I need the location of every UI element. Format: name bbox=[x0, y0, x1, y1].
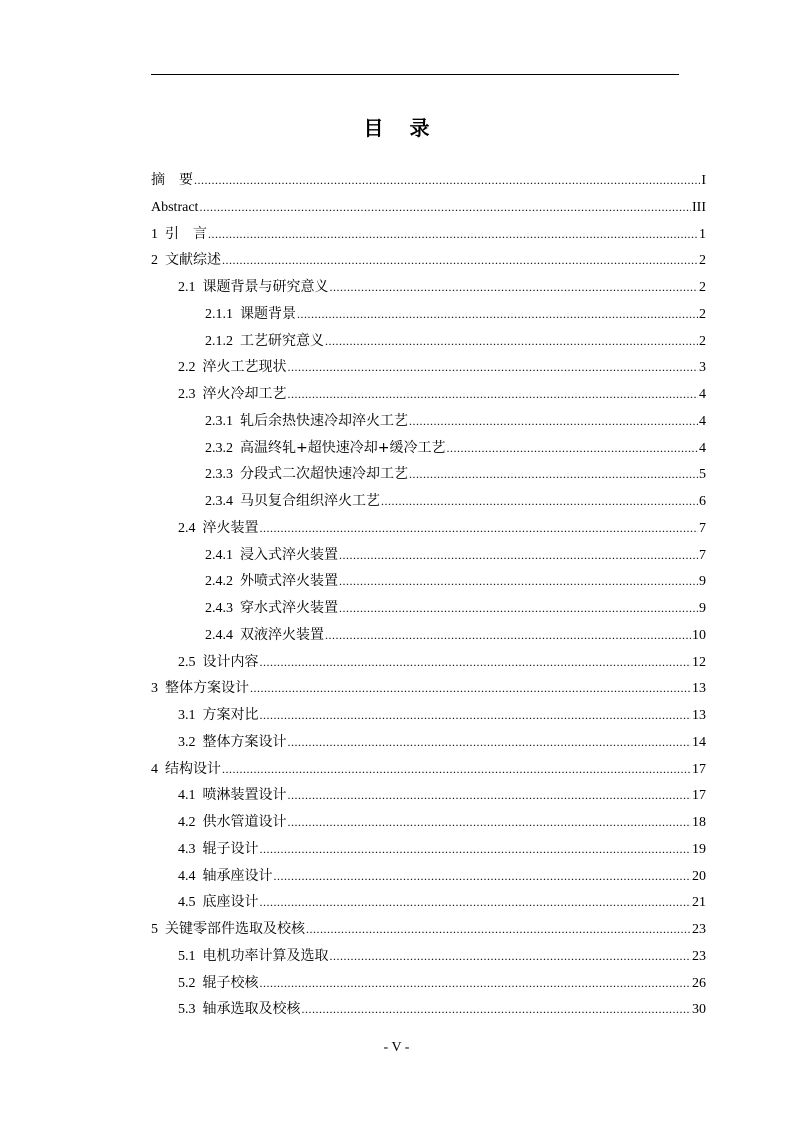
toc-entry-page: 26 bbox=[692, 975, 706, 991]
toc-entry-title: 电机功率计算及选取 bbox=[202, 947, 329, 964]
toc-entry[interactable] bbox=[151, 892, 706, 919]
toc-entry-page: 17 bbox=[692, 761, 706, 777]
toc-entry-title: 工艺研究意义 bbox=[240, 332, 324, 349]
toc-entry[interactable] bbox=[151, 785, 706, 812]
title-char-1: 目 bbox=[363, 116, 384, 140]
toc-entry-page: 4 bbox=[699, 387, 706, 402]
toc-entry-number: 4.4 bbox=[178, 868, 196, 884]
toc-entry-page: 2 bbox=[699, 253, 706, 269]
toc-entry-number: 2.3 bbox=[178, 387, 196, 402]
toc-entry-number: 2.1 bbox=[178, 280, 196, 295]
toc-entry-title: Abstract bbox=[151, 199, 199, 215]
toc-entry-page: 7 bbox=[699, 520, 706, 536]
toc-entry-number: 5.1 bbox=[178, 948, 196, 964]
toc-entry-title: 引 言 bbox=[165, 225, 207, 242]
toc-entry-page: 4 bbox=[699, 440, 706, 456]
dot-leader bbox=[330, 277, 699, 297]
toc-entry-number: 2.5 bbox=[178, 654, 196, 670]
toc-entry-number: 3.2 bbox=[178, 734, 196, 750]
dot-leader bbox=[250, 678, 691, 698]
toc-entry[interactable] bbox=[151, 491, 706, 518]
dot-leader bbox=[297, 304, 698, 324]
toc-entry-page: 2 bbox=[699, 333, 706, 349]
toc-entry-title: 课题背景与研究意义 bbox=[202, 279, 329, 295]
dot-leader bbox=[325, 625, 691, 645]
toc-entry[interactable] bbox=[151, 438, 706, 465]
dot-leader bbox=[288, 785, 692, 805]
toc-entry[interactable] bbox=[151, 224, 706, 251]
dot-leader bbox=[339, 545, 698, 565]
toc-entry-title: 淬火冷却工艺 bbox=[202, 386, 287, 402]
dot-leader bbox=[409, 411, 698, 431]
page-title bbox=[0, 112, 793, 141]
toc-entry-page: 13 bbox=[692, 708, 706, 723]
toc-entry-title: 摘 要 bbox=[151, 172, 193, 188]
toc-entry-page: 21 bbox=[692, 895, 706, 911]
toc-entry-title: 轧后余热快速冷却淬火工艺 bbox=[240, 412, 408, 429]
toc-entry[interactable] bbox=[151, 652, 706, 679]
toc-entry[interactable] bbox=[151, 732, 706, 759]
dot-leader bbox=[260, 839, 692, 859]
toc-entry-number: 2.2 bbox=[178, 360, 196, 376]
toc-entry[interactable] bbox=[151, 625, 706, 652]
toc-entry[interactable] bbox=[151, 598, 706, 625]
toc-entry-number: 1 bbox=[151, 226, 158, 242]
toc-entry-page: I bbox=[701, 173, 706, 188]
toc-entry[interactable] bbox=[151, 999, 706, 1026]
toc-entry-number: 4.3 bbox=[178, 841, 196, 857]
dot-leader bbox=[288, 357, 699, 377]
toc-entry-title: 浸入式淬火装置 bbox=[240, 546, 338, 563]
toc-entry-number: 2.1.1 bbox=[205, 306, 233, 322]
page-number: - V - bbox=[383, 1040, 410, 1055]
toc-entry-title: 底座设计 bbox=[202, 894, 259, 911]
toc-entry-title: 分段式二次超快速冷却工艺 bbox=[240, 466, 408, 483]
toc-entry[interactable] bbox=[151, 866, 706, 893]
toc-entry[interactable] bbox=[151, 946, 706, 973]
toc-entry-title: 辊子设计 bbox=[202, 840, 259, 857]
toc-entry-title: 轴承选取及校核 bbox=[202, 1001, 301, 1018]
toc-entry-page: 30 bbox=[692, 1002, 706, 1018]
dot-leader bbox=[274, 866, 692, 886]
toc-entry-number: 2.3.4 bbox=[205, 494, 233, 509]
toc-entry-number: 2.4 bbox=[178, 520, 196, 536]
dot-leader bbox=[330, 946, 692, 966]
toc-entry-title: 外喷式淬火装置 bbox=[240, 573, 338, 590]
toc-entry-page: 2 bbox=[699, 306, 706, 322]
toc-entry-number: 5.2 bbox=[178, 975, 196, 991]
toc-entry-page: 6 bbox=[699, 494, 706, 509]
toc-entry-number: 3.1 bbox=[178, 708, 196, 723]
toc-entry[interactable] bbox=[151, 518, 706, 545]
toc-entry[interactable] bbox=[151, 678, 706, 705]
toc-entry-number: 2.4.1 bbox=[205, 547, 233, 563]
dot-leader bbox=[260, 518, 699, 538]
toc-entry-page: 18 bbox=[692, 815, 706, 830]
header-rule bbox=[151, 74, 679, 75]
toc-entry-number: 4.5 bbox=[178, 895, 196, 911]
toc-entry-page: 5 bbox=[699, 467, 706, 483]
toc-entry-page: 1 bbox=[699, 226, 706, 242]
toc-entry[interactable] bbox=[151, 304, 706, 331]
title-char-2: 录 bbox=[409, 116, 430, 140]
toc-entry-page: 7 bbox=[699, 547, 706, 563]
toc-entry-page: 23 bbox=[692, 948, 706, 964]
toc-entry-number: 4.2 bbox=[178, 815, 196, 830]
toc-entry[interactable] bbox=[151, 973, 706, 1000]
toc-entry-title: 结构设计 bbox=[165, 760, 221, 777]
toc-entry-number: 2.4.3 bbox=[205, 601, 233, 616]
toc-entry[interactable] bbox=[151, 464, 706, 491]
toc-entry[interactable] bbox=[151, 812, 706, 839]
toc-entry-page: 19 bbox=[692, 841, 706, 857]
dot-leader bbox=[260, 705, 692, 725]
toc-entry[interactable] bbox=[151, 170, 706, 197]
dot-leader bbox=[288, 812, 692, 832]
dot-leader bbox=[288, 384, 699, 404]
toc-entry-title: 关键零部件选取及校核 bbox=[165, 921, 305, 937]
toc-entry-page: 9 bbox=[699, 601, 706, 616]
toc-entry-title: 整体方案设计 bbox=[165, 680, 249, 697]
dot-leader bbox=[381, 491, 698, 511]
toc-entry-title: 淬火装置 bbox=[202, 519, 259, 536]
dot-leader bbox=[288, 732, 692, 752]
toc-entry-title: 课题背景 bbox=[240, 305, 296, 322]
toc-entry-page: 17 bbox=[692, 788, 706, 804]
toc-entry-number: 2.4.4 bbox=[205, 627, 233, 643]
table-of-contents bbox=[151, 170, 706, 1026]
toc-entry-title: 设计内容 bbox=[202, 653, 259, 670]
dot-leader bbox=[339, 598, 698, 618]
dot-leader bbox=[260, 973, 692, 993]
toc-entry[interactable] bbox=[151, 545, 706, 572]
dot-leader bbox=[339, 571, 698, 591]
toc-entry-title: 供水管道设计 bbox=[202, 814, 287, 830]
toc-entry-title: 高温终轧+超快速冷却+缓冷工艺 bbox=[240, 439, 446, 456]
toc-entry-title: 辊子校核 bbox=[202, 974, 259, 991]
toc-entry[interactable] bbox=[151, 357, 706, 384]
toc-entry-page: 9 bbox=[699, 574, 706, 590]
toc-entry-page: 13 bbox=[692, 681, 706, 697]
toc-entry-number: 4.1 bbox=[178, 788, 196, 804]
toc-entry-title: 马贝复合组织淬火工艺 bbox=[240, 493, 380, 509]
toc-entry-page: 14 bbox=[692, 734, 706, 750]
toc-entry-page: 3 bbox=[699, 360, 706, 376]
dot-leader bbox=[199, 197, 691, 217]
toc-entry[interactable] bbox=[151, 919, 706, 946]
dot-leader bbox=[446, 438, 698, 458]
toc-entry-title: 喷淋装置设计 bbox=[202, 787, 287, 804]
toc-entry-number: 5.3 bbox=[178, 1002, 196, 1018]
dot-leader bbox=[208, 224, 698, 244]
toc-entry-number: 2 bbox=[151, 253, 158, 269]
toc-entry-title: 穿水式淬火装置 bbox=[240, 600, 338, 616]
toc-entry-title: 文献综述 bbox=[165, 252, 221, 269]
toc-entry[interactable] bbox=[151, 250, 706, 277]
toc-entry-number: 5 bbox=[151, 922, 158, 937]
dot-leader bbox=[325, 331, 698, 351]
toc-entry[interactable] bbox=[151, 331, 706, 358]
toc-entry[interactable] bbox=[151, 384, 706, 411]
toc-entry-title: 双液淬火装置 bbox=[240, 626, 324, 643]
toc-entry-number: 3 bbox=[151, 681, 158, 697]
toc-entry[interactable] bbox=[151, 571, 706, 598]
toc-entry-title: 轴承座设计 bbox=[202, 867, 273, 884]
toc-entry-number: 2.1.2 bbox=[205, 333, 233, 349]
dot-leader bbox=[222, 250, 698, 270]
toc-entry[interactable] bbox=[151, 759, 706, 786]
dot-leader bbox=[302, 999, 692, 1019]
toc-entry-title: 方案对比 bbox=[202, 707, 259, 723]
toc-entry-page: 23 bbox=[692, 922, 706, 937]
toc-entry[interactable] bbox=[151, 705, 706, 732]
dot-leader bbox=[306, 919, 691, 939]
toc-entry-page: 20 bbox=[692, 868, 706, 884]
toc-entry-page: III bbox=[692, 199, 706, 215]
toc-entry[interactable] bbox=[151, 197, 706, 224]
toc-entry-title: 整体方案设计 bbox=[202, 733, 287, 750]
toc-entry[interactable] bbox=[151, 277, 706, 304]
dot-leader bbox=[409, 464, 698, 484]
toc-entry[interactable] bbox=[151, 411, 706, 438]
toc-entry-page: 10 bbox=[692, 627, 706, 643]
toc-entry-title: 淬火工艺现状 bbox=[202, 359, 287, 376]
dot-leader bbox=[260, 652, 692, 672]
toc-entry-page: 12 bbox=[692, 654, 706, 670]
toc-entry-page: 2 bbox=[699, 280, 706, 295]
dot-leader bbox=[222, 759, 691, 779]
toc-entry-number: 2.3.2 bbox=[205, 440, 233, 456]
toc-entry[interactable] bbox=[151, 839, 706, 866]
toc-entry-number: 2.3.3 bbox=[205, 467, 233, 483]
toc-entry-number: 2.4.2 bbox=[205, 574, 233, 590]
dot-leader bbox=[194, 170, 700, 190]
toc-entry-number: 4 bbox=[151, 761, 158, 777]
toc-entry-page: 4 bbox=[699, 413, 706, 429]
dot-leader bbox=[260, 892, 692, 912]
toc-entry-number: 2.3.1 bbox=[205, 413, 233, 429]
